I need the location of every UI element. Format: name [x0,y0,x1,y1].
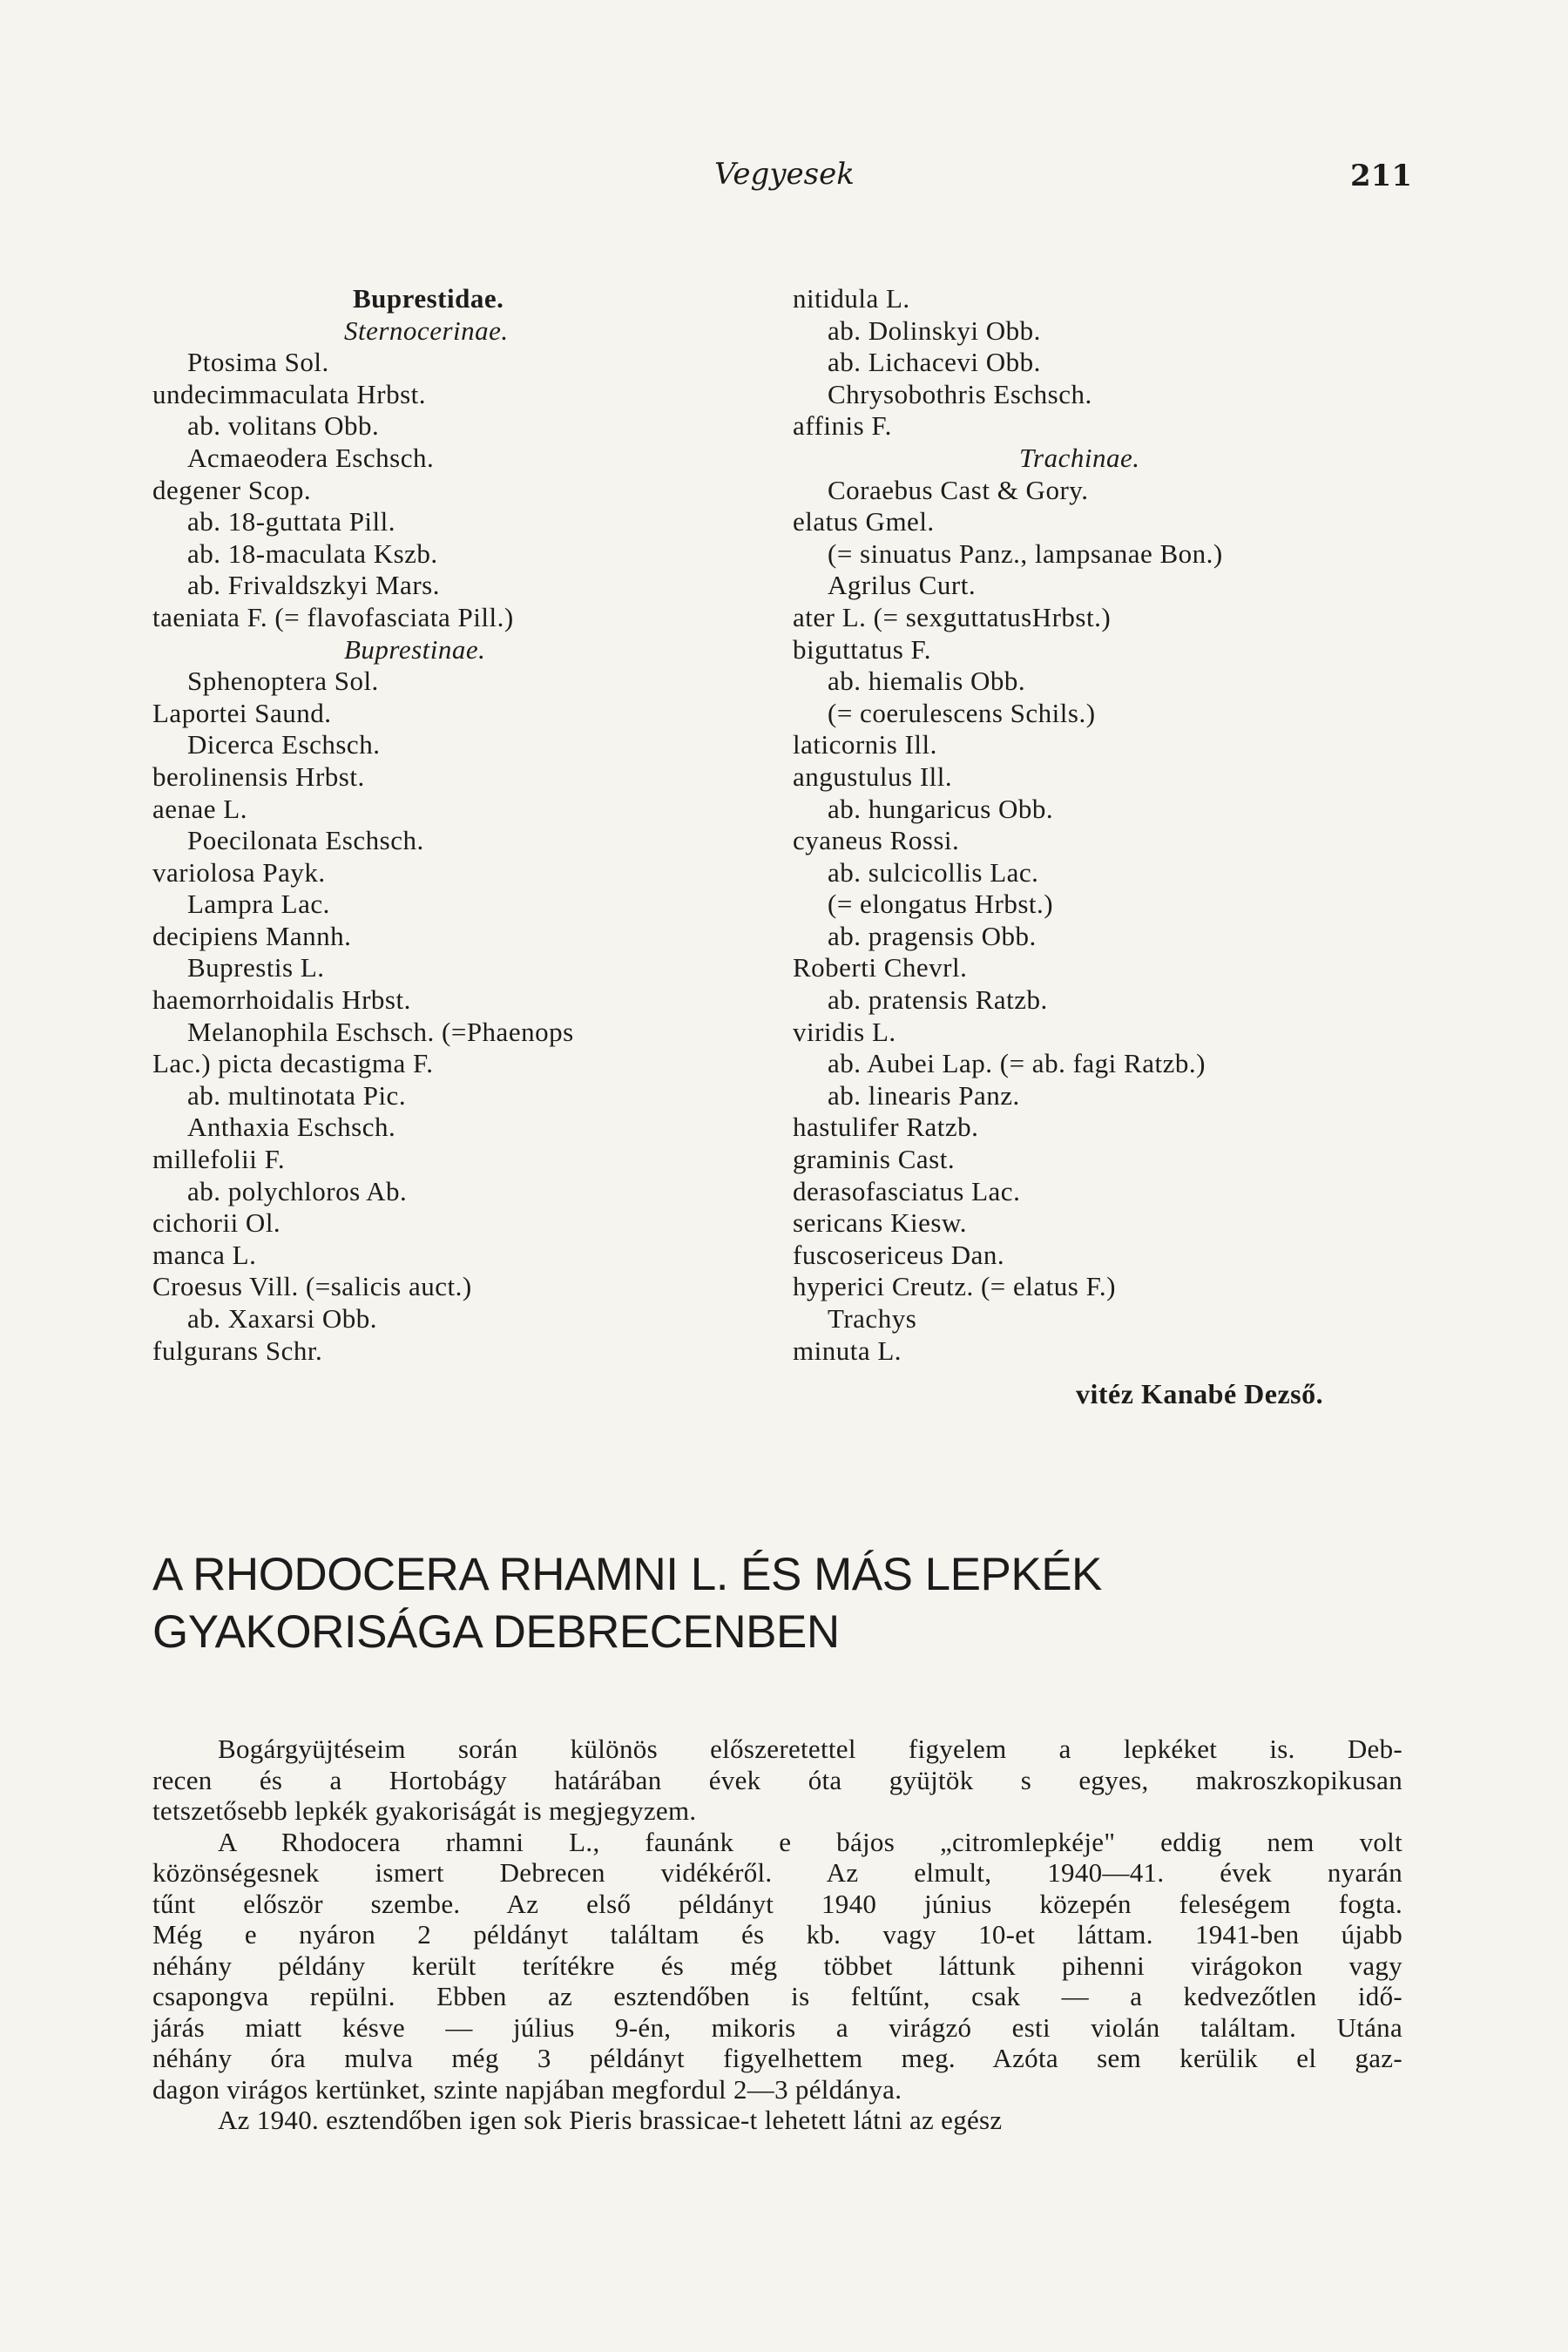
species-line: Coraebus Cast & Gory. [828,474,1089,505]
species-line: Acmaeodera Eschsch. [187,442,435,473]
species-line: Laportei Saund. [152,697,332,728]
species-line: sericans Kiesw. [793,1207,968,1239]
species-line: ab. linearis Panz. [828,1079,1020,1111]
species-line: Melanophila Eschsch. (=Phaenops [187,1016,574,1047]
species-line: berolinensis Hrbst. [152,760,365,792]
species-line: Trachys [828,1303,917,1334]
species-line: ab. Frivaldszkyi Mars. [187,570,440,601]
species-line: (= elongatus Hrbst.) [828,889,1054,920]
body-text-line: dagon virágos kertünket, szinte napjában megfordul 2—3 példánya. [152,2073,902,2105]
species-line: ab. polychloros Ab. [187,1175,408,1206]
page-number: 211 [1350,159,1412,193]
species-list-left-column [152,283,780,1367]
species-line: Roberti Chevrl. [793,952,968,983]
subfamily-heading: Sternocerinae. [344,314,509,346]
species-line: Croesus Vill. (=salicis auct.) [152,1271,472,1302]
species-line: Agrilus Curt. [828,570,977,601]
body-text-line: Bogárgyüjtéseim során különös előszeretettel figyelem a lepkéket is. Deb- [218,1734,1402,1764]
species-line: Poecilonata Eschsch. [187,825,424,856]
body-text-line: Még e nyáron 2 példányt találtam és kb. vagy 10-et láttam. 1941-ben újabb [152,1919,1402,1950]
body-text-line: közönségesnek ismert Debrecen vidékéről. Az elmult, 1940—41. évek nyarán [152,1857,1402,1888]
species-line: viridis L. [793,1016,896,1047]
species-line: ab. multinotata Pic. [187,1079,407,1111]
species-line: undecimmaculata Hrbst. [152,378,427,409]
species-line: cichorii Ol. [152,1207,281,1239]
species-line: fuscosericeus Dan. [793,1239,1005,1270]
species-line: ab. Aubei Lap. (= ab. fagi Ratzb.) [828,1048,1206,1079]
species-line: ab. 18-maculata Kszb. [187,537,438,569]
species-line: Lampra Lac. [187,889,330,920]
species-line: Ptosima Sol. [187,347,329,378]
body-text-line: tetszetősebb lepkék gyakoriságát is megjegyzem. [152,1795,697,1826]
body-text-line: Az 1940. esztendőben igen sok Pieris brassicae-t lehetett látni az egész [218,2105,1003,2135]
species-line: variolosa Payk. [152,856,326,888]
species-line: derasofasciatus Lac. [793,1175,1021,1206]
subfamily-heading: Trachinae. [1019,442,1140,473]
species-line: ater L. (= sexguttatusHrbst.) [793,601,1112,632]
species-line: hyperici Creutz. (= elatus F.) [793,1271,1116,1302]
species-line: minuta L. [793,1335,902,1366]
species-line: elatus Gmel. [793,506,935,537]
species-line: Sphenoptera Sol. [187,666,379,697]
species-line: affinis F. [793,410,892,442]
species-line: haemorrhoidalis Hrbst. [152,984,411,1016]
family-heading: Buprestidae. [353,283,504,314]
species-line: ab. pratensis Ratzb. [828,984,1048,1016]
species-line: Dicerca Eschsch. [187,729,381,760]
species-line: biguttatus F. [793,633,932,665]
species-line: cyaneus Rossi. [793,825,960,856]
article-title-line-2: GYAKORISÁGA DEBRECENBEN [152,1606,840,1658]
species-line: ab. Xaxarsi Obb. [187,1303,378,1334]
species-line: aenae L. [152,793,247,824]
article-title-line-1: A RHODOCERA RHAMNI L. ÉS MÁS LEPKÉK [152,1549,1102,1600]
species-line: ab. hiemalis Obb. [828,666,1026,697]
body-text-line: járás miatt késve — július 9-én, mikoris a virágzó esti violán találtam. Utána [152,2011,1402,2043]
species-line: graminis Cast. [793,1144,956,1175]
species-line: taeniata F. (= flavofasciata Pill.) [152,601,514,632]
species-line: hastulifer Ratzb. [793,1112,979,1143]
author-signature: vitéz Kanabé Dezső. [1076,1378,1324,1409]
running-header: Vegyesek [714,157,855,192]
species-line: ab. pragensis Obb. [828,920,1037,951]
species-line: Lac.) picta decastigma F. [152,1048,434,1079]
species-line: degener Scop. [152,474,312,505]
species-line: nitidula L. [793,283,910,314]
body-text-line: tűnt először szembe. Az első példányt 1940 június közepén feleségem fogta. [152,1888,1402,1919]
body-text-line: A Rhodocera rhamni L., faunánk e bájos „citromlepkéje" eddig nem volt [218,1826,1402,1857]
species-line: decipiens Mannh. [152,920,352,951]
article-title [152,1546,1416,1661]
body-text-line: csapongva repülni. Ebben az esztendőben is feltűnt, csak — a kedvezőtlen idő- [152,1981,1402,2011]
body-text-line: néhány példány került terítékre és még többet láttunk pihenni virágokon vagy [152,1950,1402,1981]
species-line: ab. hungaricus Obb. [828,793,1054,824]
species-line: ab. Lichacevi Obb. [828,347,1041,378]
subfamily-heading: Buprestinae. [344,633,486,665]
species-line: Buprestis L. [187,952,325,983]
species-line: ab. 18-guttata Pill. [187,506,396,537]
species-line: ab. Dolinskyi Obb. [828,314,1041,346]
species-list-right-column [793,283,1402,1367]
body-text-line: néhány óra mulva még 3 példányt figyelhettem meg. Azóta sem kerülik el gaz- [152,2043,1402,2073]
species-line: Chrysobothris Eschsch. [828,378,1092,409]
species-line: manca L. [152,1239,257,1270]
species-line: millefolii F. [152,1144,286,1175]
species-line: Anthaxia Eschsch. [187,1112,396,1143]
body-text-line: recen és a Hortobágy határában évek óta gyüjtök s egyes, makroszkopikusan [152,1764,1402,1795]
species-line: (= sinuatus Panz., lampsanae Bon.) [828,537,1223,569]
species-line: ab. sulcicollis Lac. [828,856,1039,888]
species-line: angustulus Ill. [793,760,953,792]
species-line: ab. volitans Obb. [187,410,380,442]
species-line: fulgurans Schr. [152,1335,323,1366]
species-line: laticornis Ill. [793,729,937,760]
species-line: (= coerulescens Schils.) [828,697,1096,728]
article-body [152,1734,1402,2136]
